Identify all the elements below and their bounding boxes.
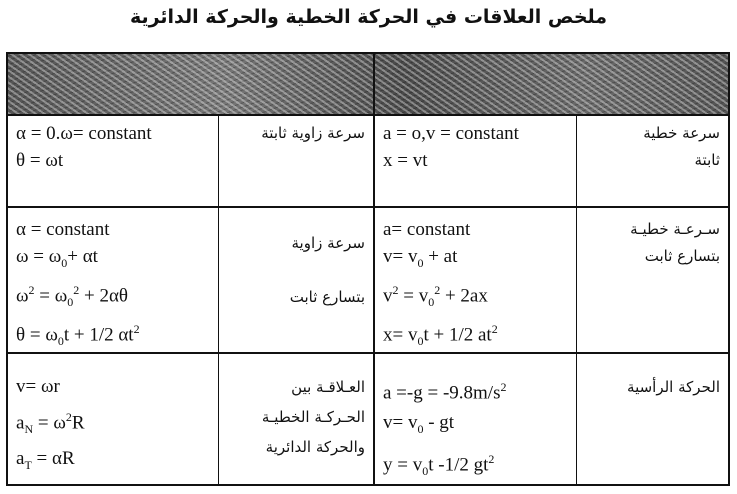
linear-label-row2	[577, 216, 728, 270]
linear-equations-row1	[375, 120, 576, 174]
linear-label-row3: الحركة الرأسية	[627, 378, 720, 396]
equation: $v= v_0$ + at	[383, 246, 458, 270]
equation: $\theta = \omega_0t + 1/2$ $\alpha t^2$	[16, 321, 140, 349]
angular-label-row3	[219, 372, 373, 462]
equation: θ = ωt	[16, 150, 64, 171]
equation: a= constant	[383, 219, 471, 240]
equation: $x= v_0t + 1/2$ $at^2$	[383, 321, 498, 349]
equation: $a_T = \alpha R$	[16, 448, 75, 472]
equation: $v= v_0$ - gt	[383, 412, 455, 437]
table-header-shaded	[8, 54, 728, 114]
row-divider	[8, 206, 728, 208]
equation: v= ωr	[16, 376, 60, 397]
label-line: سرعة زاوية	[291, 234, 365, 252]
label-line: سرعة خطية	[643, 124, 720, 142]
equation: $\omega = \omega_0+ \alpha t$	[16, 246, 98, 270]
label-line: سـرعـة خطيـة	[630, 220, 720, 238]
angular-equations-row3	[8, 372, 218, 480]
row-divider	[8, 114, 728, 116]
page-title: ملخص العلاقات في الحركة الخطية والحركة الدائرية	[129, 6, 608, 28]
linear-equations-row3	[375, 372, 576, 486]
angular-label-row1: سرعة زاوية ثابتة	[261, 124, 365, 142]
label-line: والحركة الدائرية	[265, 438, 365, 456]
linear-equations-row2	[375, 216, 576, 355]
angular-label-row2	[219, 216, 373, 324]
equation: $a_N = \omega^2R$	[16, 410, 85, 437]
label-line: ثابتة	[694, 151, 720, 169]
equation: x = vt	[383, 150, 428, 171]
equation: $v^2 = v_0^2 + 2ax$	[383, 282, 488, 309]
equation: $y = v_0t$ -1/2 $gt^2$	[383, 452, 495, 479]
equation: α = 0.ω= constant	[16, 123, 152, 144]
angular-equations-row1	[8, 120, 218, 174]
label-line: العـلاقـة بين	[291, 378, 365, 396]
equation: $\omega^2 = \omega_0^2 + 2\alpha\theta$	[16, 282, 129, 309]
linear-label-row1	[577, 120, 728, 174]
equation: $a =-g = -9.8m/s^2$	[383, 380, 507, 404]
equation: a = o,v = constant	[383, 123, 519, 144]
summary-table	[6, 52, 730, 486]
angular-equations-row2	[8, 216, 218, 355]
label-line: الحـركـة الخطيـة	[261, 408, 365, 426]
label-line: بتسارع ثابت	[289, 288, 365, 306]
label-line: بتسارع ثابت	[644, 247, 720, 265]
equation: α = constant	[16, 219, 110, 240]
